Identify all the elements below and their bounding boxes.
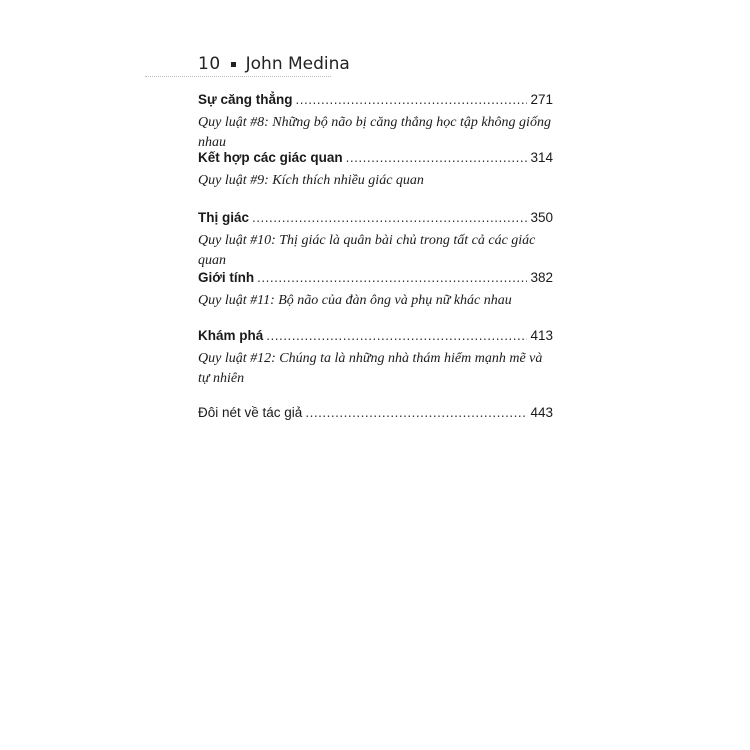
toc-entry xyxy=(198,208,553,271)
toc-entry-title: Thị giác xyxy=(198,210,250,225)
toc-entry-rule: Quy luật #12: Chúng ta là những nhà thám hiểm mạnh mẽ và tự nhiên xyxy=(198,351,543,386)
toc-entry-rule: Quy luật #10: Thị giác là quân bài chủ trong tất cả các giác quan xyxy=(198,233,536,268)
dot-leader xyxy=(305,403,527,423)
toc-entry-rule: Quy luật #8: Những bộ não bị căng thẳng học tập không giống nhau xyxy=(198,115,551,150)
header-divider xyxy=(145,76,331,77)
dot-leader xyxy=(346,148,528,168)
toc-entry-line xyxy=(198,208,553,228)
toc-entry-page: 314 xyxy=(530,150,553,165)
header-author: John Medina xyxy=(245,54,350,74)
toc-entry-page: 443 xyxy=(530,405,553,420)
toc-entry-title: Khám phá xyxy=(198,328,264,343)
toc-entry-line xyxy=(198,148,553,168)
toc-entry-title: Đôi nét về tác giả xyxy=(198,405,303,420)
toc-entry-page: 413 xyxy=(530,328,553,343)
toc-entry xyxy=(198,403,553,423)
toc-entry-title: Sự căng thẳng xyxy=(198,92,293,107)
toc-entry xyxy=(198,90,553,153)
toc-entry-line xyxy=(198,403,553,423)
toc-entry-rule: Quy luật #11: Bộ não của đàn ông và phụ nữ khác nhau xyxy=(198,293,512,308)
page-number: 10 xyxy=(198,54,221,74)
toc-entry-line xyxy=(198,90,553,110)
toc-entry-title: Giới tính xyxy=(198,270,255,285)
header-bullet-icon xyxy=(231,62,236,67)
running-header xyxy=(198,54,350,74)
toc-entry-rule: Quy luật #9: Kích thích nhiều giác quan xyxy=(198,173,424,188)
toc-entry-page: 382 xyxy=(530,270,553,285)
toc-entry-line xyxy=(198,326,553,346)
dot-leader xyxy=(252,208,527,228)
dot-leader xyxy=(296,90,528,110)
toc-entry-title: Kết hợp các giác quan xyxy=(198,150,343,165)
toc-entry xyxy=(198,268,553,311)
toc-entry-line xyxy=(198,268,553,288)
toc-entry xyxy=(198,148,553,191)
toc-entry xyxy=(198,326,553,389)
toc-entry-page: 271 xyxy=(530,92,553,107)
dot-leader xyxy=(257,268,527,288)
dot-leader xyxy=(266,326,527,346)
toc-entry-page: 350 xyxy=(530,210,553,225)
